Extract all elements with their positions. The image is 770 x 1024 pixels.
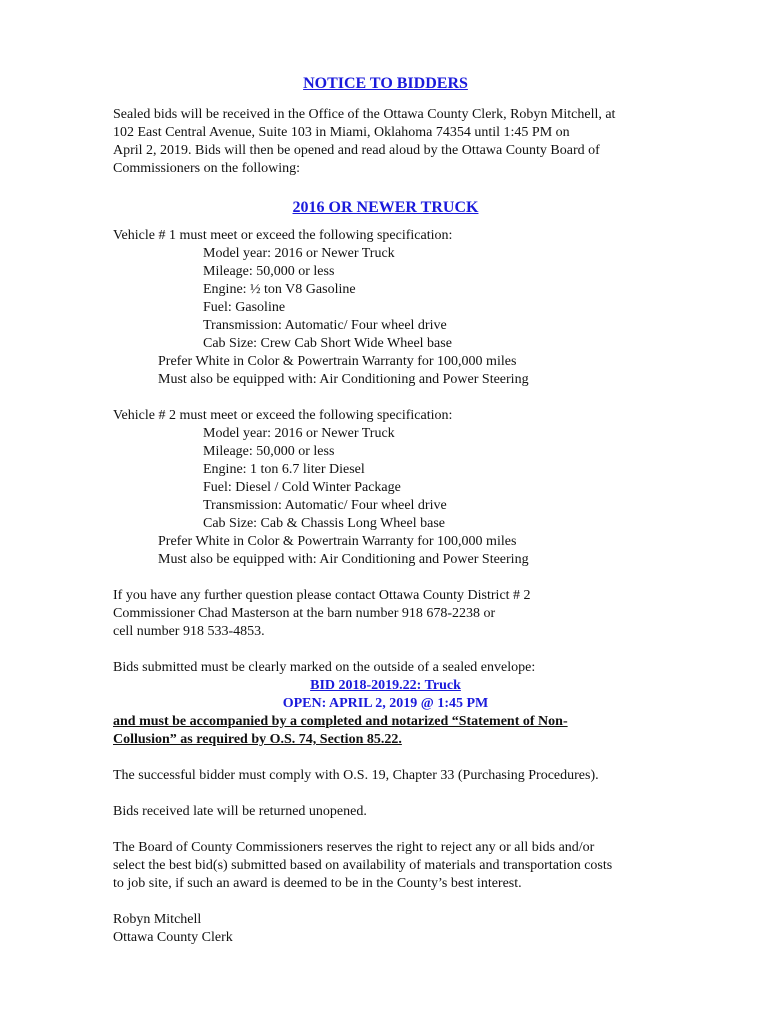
- notice-title: NOTICE TO BIDDERS: [303, 75, 468, 92]
- contact-line: If you have any further question please contact Ottawa County District # 2: [113, 588, 531, 603]
- bid-number: BID 2018-2019.22: Truck: [310, 678, 461, 693]
- submission-paragraph: [113, 659, 658, 749]
- vehicle-heading: Vehicle # 2 must meet or exceed the following specification:: [113, 408, 453, 423]
- section-title-truck: 2016 OR NEWER TRUCK: [292, 199, 479, 216]
- spec-line: Transmission: Automatic/ Four wheel drive: [203, 498, 447, 513]
- reservation-line: select the best bid(s) submitted based on availability of materials and transportation costs: [113, 858, 613, 873]
- intro-line: Commissioners on the following:: [113, 161, 301, 176]
- vehicle-heading: Vehicle # 1 must meet or exceed the following specification:: [113, 228, 453, 243]
- contact-line: cell number 918 533-4853.: [113, 624, 265, 639]
- reservation-line: The Board of County Commissioners reserves the right to reject any or all bids and/or: [113, 840, 595, 855]
- late-bids-paragraph: [113, 803, 658, 821]
- extra-line: Prefer White in Color & Powertrain Warranty for 100,000 miles: [158, 534, 517, 549]
- compliance-paragraph: [113, 767, 658, 785]
- spec-line: Mileage: 50,000 or less: [203, 264, 335, 279]
- signature-title: Ottawa County Clerk: [113, 930, 233, 945]
- collusion-requirement: Collusion” as required by O.S. 74, Section 85.22.: [113, 732, 402, 747]
- vehicle-2-spec: [113, 407, 658, 569]
- signature-block: [113, 911, 658, 947]
- extra-line: Prefer White in Color & Powertrain Warranty for 100,000 miles: [158, 354, 517, 369]
- spec-line: Model year: 2016 or Newer Truck: [203, 426, 395, 441]
- vehicle-1-spec: [113, 227, 658, 389]
- spec-line: Cab Size: Cab & Chassis Long Wheel base: [203, 516, 445, 531]
- collusion-requirement: and must be accompanied by a completed and notarized “Statement of Non-: [113, 714, 568, 729]
- spec-line: Engine: ½ ton V8 Gasoline: [203, 282, 356, 297]
- contact-paragraph: [113, 587, 658, 641]
- spec-line: Engine: 1 ton 6.7 liter Diesel: [203, 462, 365, 477]
- compliance-text: The successful bidder must comply with O.S. 19, Chapter 33 (Purchasing Procedures).: [113, 768, 599, 783]
- submission-intro: Bids submitted must be clearly marked on the outside of a sealed envelope:: [113, 660, 536, 675]
- late-bids-text: Bids received late will be returned unopened.: [113, 804, 367, 819]
- reservation-paragraph: [113, 839, 658, 893]
- spec-line: Mileage: 50,000 or less: [203, 444, 335, 459]
- signature-name: Robyn Mitchell: [113, 912, 202, 927]
- notice-content: [113, 74, 658, 947]
- spec-line: Fuel: Gasoline: [203, 300, 286, 315]
- spec-line: Model year: 2016 or Newer Truck: [203, 246, 395, 261]
- open-date: OPEN: APRIL 2, 2019 @ 1:45 PM: [282, 696, 489, 711]
- extra-line: Must also be equipped with: Air Conditioning and Power Steering: [158, 552, 529, 567]
- intro-line: April 2, 2019. Bids will then be opened and read aloud by the Ottawa County Board of: [113, 143, 600, 158]
- spec-line: Cab Size: Crew Cab Short Wide Wheel base: [203, 336, 452, 351]
- extra-line: Must also be equipped with: Air Conditioning and Power Steering: [158, 372, 529, 387]
- intro-line: Sealed bids will be received in the Office of the Ottawa County Clerk, Robyn Mitchell, at: [113, 107, 616, 122]
- intro-paragraph: [113, 106, 658, 178]
- spec-line: Fuel: Diesel / Cold Winter Package: [203, 480, 401, 495]
- spec-line: Transmission: Automatic/ Four wheel drive: [203, 318, 447, 333]
- contact-line: Commissioner Chad Masterson at the barn number 918 678-2238 or: [113, 606, 496, 621]
- intro-line: 102 East Central Avenue, Suite 103 in Miami, Oklahoma 74354 until 1:45 PM on: [113, 125, 570, 140]
- reservation-line: to job site, if such an award is deemed to be in the County’s best interest.: [113, 876, 522, 891]
